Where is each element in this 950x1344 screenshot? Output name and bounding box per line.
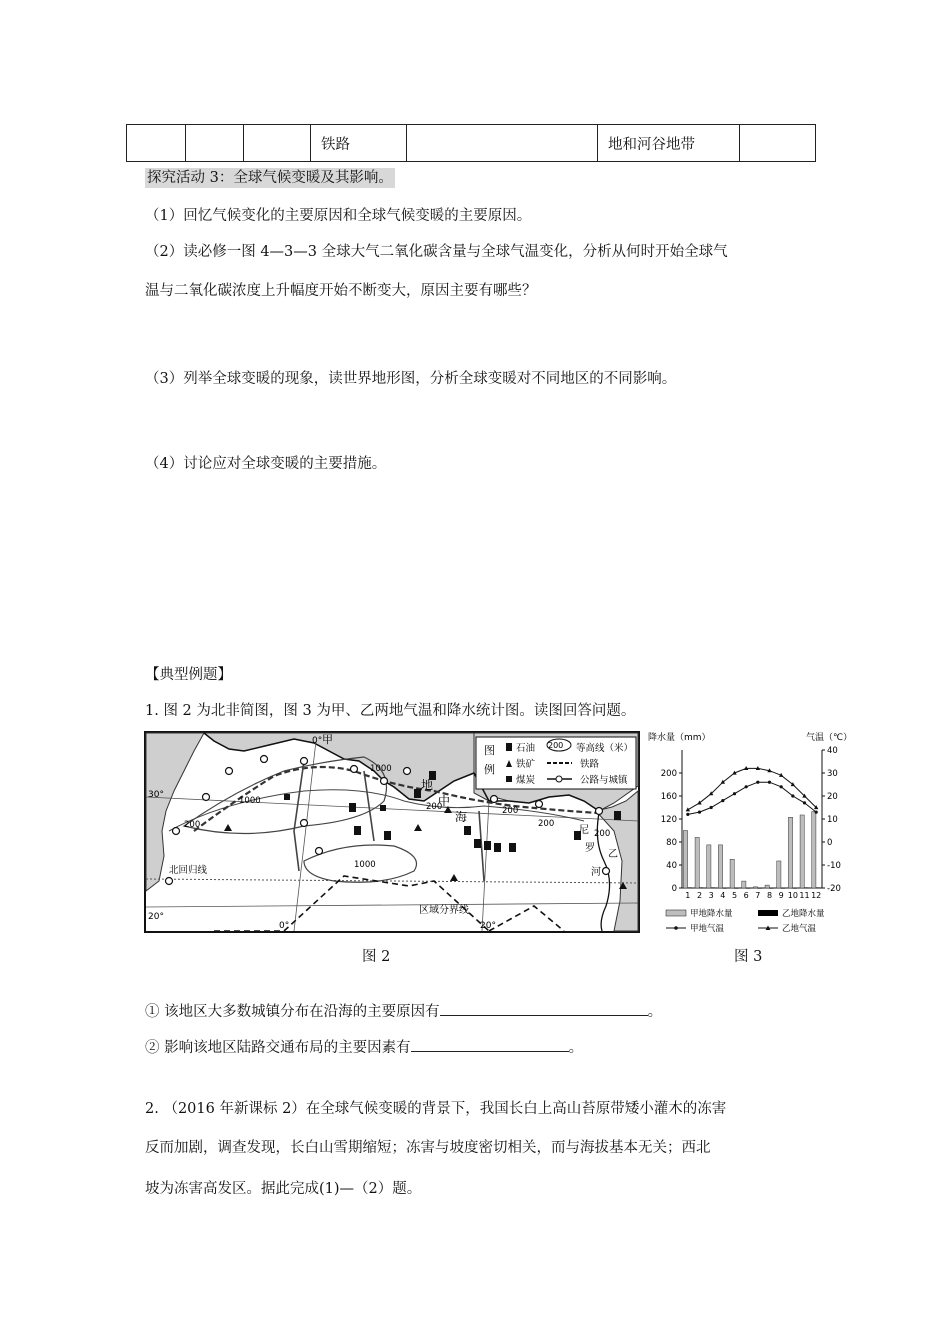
example1-prompt: 1. 图 2 为北非简图，图 3 为甲、乙两地气温和降水统计图。读图回答问题。 — [145, 703, 636, 719]
label-contour-200: 200 — [538, 819, 555, 829]
x-tick-label: 9 — [778, 891, 784, 900]
legend-contour-sample: 200 — [548, 741, 564, 750]
y-tick-label-left: 80 — [666, 838, 677, 848]
label-boundary: 区域分界线 — [419, 905, 469, 916]
point-jia-temp — [756, 781, 759, 784]
activity3-q3: （3）列举全球变暖的现象，读世界地形图，分析全球变暖对不同地区的不同影响。 — [145, 371, 677, 387]
legend-title-2: 例 — [484, 763, 495, 776]
x-tick-label: 12 — [811, 891, 822, 900]
activity3-q2-line1: （2）读必修一图 4—3—3 全球大气二氧化碳含量与全球气温变化，分析从何时开始全球气 — [145, 244, 728, 260]
bar-yi-precip — [758, 888, 762, 889]
table-cell — [407, 125, 598, 162]
label-contour-1000: 1000 — [239, 796, 261, 806]
label-jia: 甲 — [322, 733, 333, 746]
legend-swatch-jia-precip — [666, 910, 686, 916]
line-yi-temp — [688, 768, 816, 809]
table-cell — [186, 125, 244, 162]
label-contour-200: 200 — [502, 806, 519, 816]
legend-jia-temp: 甲地气温 — [690, 924, 725, 934]
x-tick-label: 5 — [731, 891, 738, 900]
label-lat30: 30° — [148, 790, 164, 800]
figure2-caption: 图 2 — [362, 949, 391, 965]
example2-line1: 2. （2016 年新课标 2）在全球气候变暖的背景下，我国长白上高山苔原带矮小灌木的冻害 — [145, 1101, 727, 1117]
label-contour-200: 200 — [594, 829, 611, 839]
bar-jia-precip — [765, 885, 769, 888]
attribute-table — [126, 124, 816, 162]
label-lat20: 20° — [148, 912, 164, 922]
label-sea-1: 地 — [421, 778, 434, 792]
table-row — [127, 125, 816, 162]
table-cell — [127, 125, 186, 162]
bar-jia-precip — [753, 887, 757, 888]
x-tick-label: 4 — [720, 891, 726, 900]
y-tick-label-left: 40 — [666, 861, 677, 871]
bar-yi-precip — [781, 888, 785, 889]
bar-yi-precip — [793, 888, 797, 889]
y-tick-label-left: 160 — [660, 792, 677, 802]
x-tick-label: 10 — [787, 891, 798, 900]
bar-jia-precip — [707, 845, 711, 888]
label-contour-200: 200 — [184, 820, 201, 830]
y-tick-label-right: 30 — [827, 769, 838, 779]
bar-jia-precip — [730, 859, 734, 888]
bar-yi-precip — [688, 887, 692, 888]
chart-ylabel-right: 气温（℃） — [806, 733, 853, 743]
subquestion-1: ① 该地区大多数城镇分布在沿海的主要原因有 。 — [145, 1000, 662, 1021]
label-he: 河 — [591, 867, 601, 878]
x-tick-label: 2 — [696, 891, 703, 900]
coal-legend-icon — [506, 776, 512, 782]
table-cell — [740, 125, 816, 162]
y-tick-label-right: 40 — [827, 746, 838, 756]
label-sea-2: 中 — [438, 794, 451, 808]
legend-swatch-yi-precip — [758, 910, 778, 916]
label-contour-1000: 1000 — [370, 764, 392, 774]
bar-yi-precip — [769, 888, 773, 889]
label-yi: 乙 — [608, 849, 618, 860]
example2-line2: 反而加剧，调查发现，长白山雪期缩短；冻害与坡度密切相关，而与海拔基本无关；西北 — [145, 1140, 711, 1156]
climate-chart — [646, 730, 868, 936]
legend-road: 公路与城镇 — [580, 775, 628, 786]
answer-blank-1[interactable] — [440, 1001, 648, 1016]
label-contour-1000: 1000 — [354, 860, 376, 870]
legend-iron: 铁矿 — [516, 759, 536, 770]
legend-railway: 铁路 — [580, 759, 600, 770]
figure3-caption: 图 3 — [734, 949, 763, 965]
point-jia-temp — [733, 792, 736, 795]
chart-ylabel-left: 降水量（mm） — [648, 733, 711, 743]
examples-heading: 【典型例题】 — [145, 667, 232, 683]
bar-jia-precip — [695, 837, 699, 888]
x-tick-label: 11 — [799, 891, 810, 900]
y-tick-label-right: -10 — [827, 861, 841, 871]
table-cell: 铁路 — [311, 125, 407, 162]
y-tick-label-left: 200 — [660, 769, 677, 779]
x-tick-label: 3 — [708, 891, 714, 900]
legend-title-1: 图 — [484, 744, 495, 757]
bar-jia-precip — [800, 815, 804, 888]
table-cell — [244, 125, 311, 162]
point-jia-temp — [768, 781, 771, 784]
legend-coal: 煤炭 — [516, 775, 536, 786]
label-tropic: 北回归线 — [169, 865, 208, 876]
legend-jia-precip: 甲地降水量 — [690, 909, 733, 919]
answer-blank-2[interactable] — [411, 1037, 569, 1052]
label-lon20: 20° — [480, 921, 496, 931]
activity3-heading: 探究活动 3：全球气候变暖及其影响。 — [147, 170, 393, 186]
subquestion-2: ② 影响该地区陆路交通布局的主要因素有 。 — [145, 1036, 583, 1057]
point-jia-temp — [710, 806, 713, 809]
legend-yi-temp: 乙地气温 — [782, 924, 817, 934]
point-jia-temp — [780, 785, 783, 788]
y-tick-label-right: 20 — [827, 792, 838, 802]
y-tick-label-left: 0 — [671, 884, 677, 894]
bar-jia-precip — [777, 861, 781, 888]
bar-jia-precip — [812, 812, 816, 888]
label-lon0-top: 0° — [312, 736, 323, 746]
legend-marker-jia-temp — [674, 926, 678, 930]
activity3-q1: （1）回忆气候变化的主要原因和全球气候变暖的主要原因。 — [145, 208, 532, 224]
label-contour-200: 200 — [426, 802, 443, 812]
point-jia-temp — [698, 811, 701, 814]
bar-yi-precip — [746, 888, 750, 889]
point-jia-temp — [815, 811, 818, 814]
x-tick-label: 6 — [743, 891, 749, 900]
example2-line3: 坡为冻害高发区。据此完成(1)—（2）题。 — [145, 1181, 422, 1197]
y-tick-label-left: 120 — [660, 815, 677, 825]
bar-yi-precip — [723, 888, 727, 889]
point-jia-temp — [686, 813, 689, 816]
bar-jia-precip — [718, 845, 722, 888]
line-jia-temp — [688, 782, 816, 814]
bar-yi-precip — [816, 887, 820, 888]
point-jia-temp — [803, 801, 806, 804]
label-luo: 罗 — [585, 843, 595, 854]
point-jia-temp — [791, 794, 794, 797]
activity3-q2-line2: 温与二氧化碳浓度上升幅度开始不断变大，原因主要有哪些？ — [145, 283, 537, 299]
y-tick-label-right: -20 — [827, 884, 841, 894]
bar-jia-precip — [742, 881, 746, 888]
y-tick-label-right: 0 — [827, 838, 833, 848]
legend-yi-precip: 乙地降水量 — [782, 909, 825, 919]
label-lon0-bottom: 0° — [279, 921, 290, 931]
town-legend-icon — [556, 776, 562, 782]
bar-yi-precip — [804, 887, 808, 888]
bar-yi-precip — [734, 888, 738, 889]
table-cell: 地和河谷地带 — [598, 125, 740, 162]
label-sea-3: 海 — [455, 810, 468, 824]
legend-oil: 石油 — [516, 743, 536, 754]
legend-contour: 等高线（米） — [576, 743, 634, 754]
oil-legend-icon — [506, 743, 512, 751]
x-tick-label: 8 — [766, 891, 773, 900]
point-jia-temp — [745, 785, 748, 788]
label-ni: 尼 — [579, 825, 589, 836]
x-tick-label: 7 — [755, 891, 761, 900]
x-tick-label: 1 — [685, 891, 691, 900]
bar-yi-precip — [711, 887, 715, 888]
bar-jia-precip — [683, 831, 687, 889]
y-tick-label-right: 10 — [827, 815, 838, 825]
point-jia-temp — [721, 799, 724, 802]
bar-yi-precip — [699, 887, 703, 888]
north-africa-map — [144, 731, 640, 933]
activity3-q4: （4）讨论应对全球变暖的主要措施。 — [145, 456, 387, 472]
bar-jia-precip — [788, 817, 792, 888]
